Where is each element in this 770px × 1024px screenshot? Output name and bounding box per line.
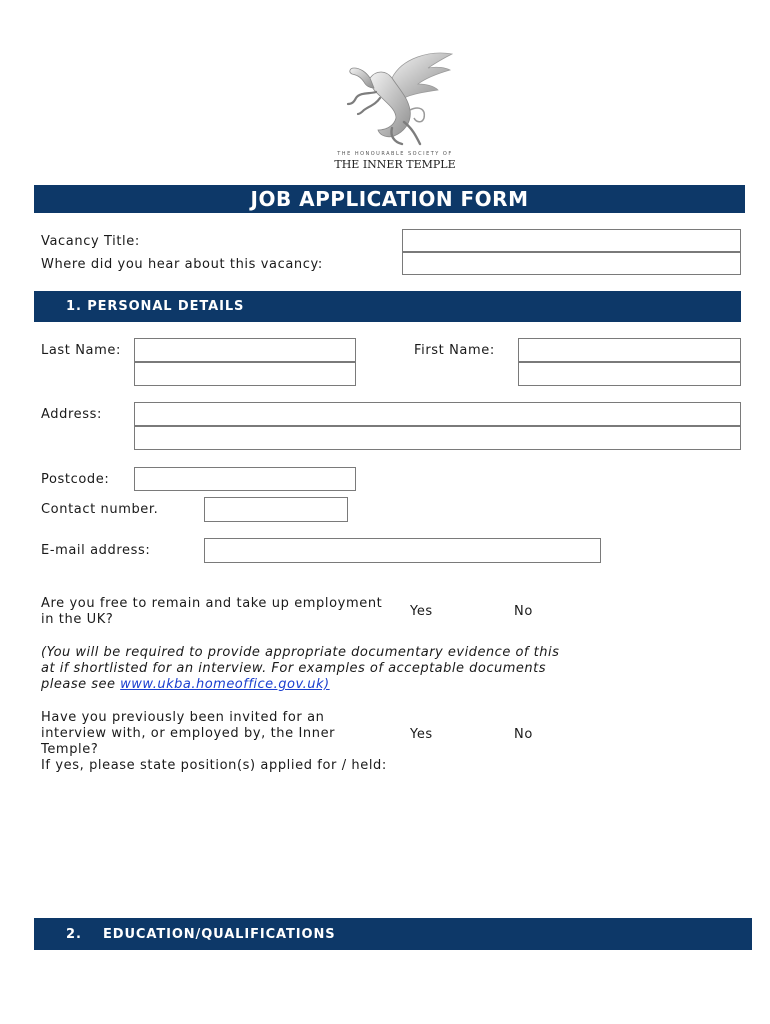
- contact-number-field[interactable]: [204, 497, 348, 522]
- evidence-prefix: please see: [41, 677, 121, 692]
- vacancy-title-field[interactable]: [402, 229, 741, 252]
- logo-name: THE INNER TEMPLE: [334, 158, 456, 171]
- prev-yes-option[interactable]: Yes: [410, 727, 433, 742]
- uk-question-line1: Are you free to remain and take up employment: [41, 596, 383, 611]
- prev-line2: interview with, or employed by, the Inner: [41, 726, 336, 741]
- address-field-2[interactable]: [134, 426, 741, 450]
- contact-number-label: Contact number.: [41, 502, 159, 517]
- section2-heading: EDUCATION/QUALIFICATIONS: [103, 927, 336, 942]
- section2-header: [34, 918, 752, 950]
- last-name-field-1[interactable]: [134, 338, 356, 362]
- logo-small-text: THE HONOURABLE SOCIETY OF: [337, 151, 453, 157]
- email-label: E-mail address:: [41, 543, 151, 558]
- address-label: Address:: [41, 407, 102, 422]
- last-name-field-2[interactable]: [134, 362, 356, 386]
- section1-heading: 1. PERSONAL DETAILS: [66, 299, 245, 314]
- prev-line3: Temple?: [41, 742, 99, 757]
- evidence-note: [41, 645, 559, 693]
- last-name-label: Last Name:: [41, 343, 121, 358]
- uk-employment-question: [41, 596, 382, 628]
- postcode-field[interactable]: [134, 467, 356, 491]
- postcode-label: Postcode:: [41, 472, 110, 487]
- evidence-line2: at if shortlisted for an interview. For examples of acceptable documents: [41, 661, 546, 676]
- ukba-link[interactable]: www.ukba.homeoffice.gov.uk): [120, 677, 330, 692]
- prev-line4: If yes, please state position(s) applied for / held:: [41, 758, 387, 773]
- inner-temple-logo: [330, 48, 460, 176]
- section2-number: 2.: [66, 927, 82, 942]
- address-field-1[interactable]: [134, 402, 741, 426]
- uk-no-option[interactable]: No: [514, 604, 533, 619]
- prev-line1: Have you previously been invited for an: [41, 710, 325, 725]
- form-title: JOB APPLICATION FORM: [250, 187, 529, 211]
- section1-header: [34, 291, 741, 322]
- first-name-field-1[interactable]: [518, 338, 741, 362]
- uk-yes-option[interactable]: Yes: [410, 604, 433, 619]
- email-field[interactable]: [204, 538, 601, 563]
- evidence-line1: (You will be required to provide appropriate documentary evidence of this: [41, 645, 560, 660]
- first-name-label: First Name:: [414, 343, 495, 358]
- uk-question-line2: in the UK?: [41, 612, 114, 627]
- vacancy-title-label: Vacancy Title:: [41, 234, 140, 249]
- prev-no-option[interactable]: No: [514, 727, 533, 742]
- vacancy-source-label: Where did you hear about this vacancy:: [41, 257, 323, 272]
- form-title-bar: [34, 185, 745, 213]
- vacancy-source-field[interactable]: [402, 252, 741, 275]
- pegasus-icon: [330, 48, 460, 148]
- previous-employment-question: [41, 710, 387, 774]
- evidence-line3: [41, 677, 559, 693]
- first-name-field-2[interactable]: [518, 362, 741, 386]
